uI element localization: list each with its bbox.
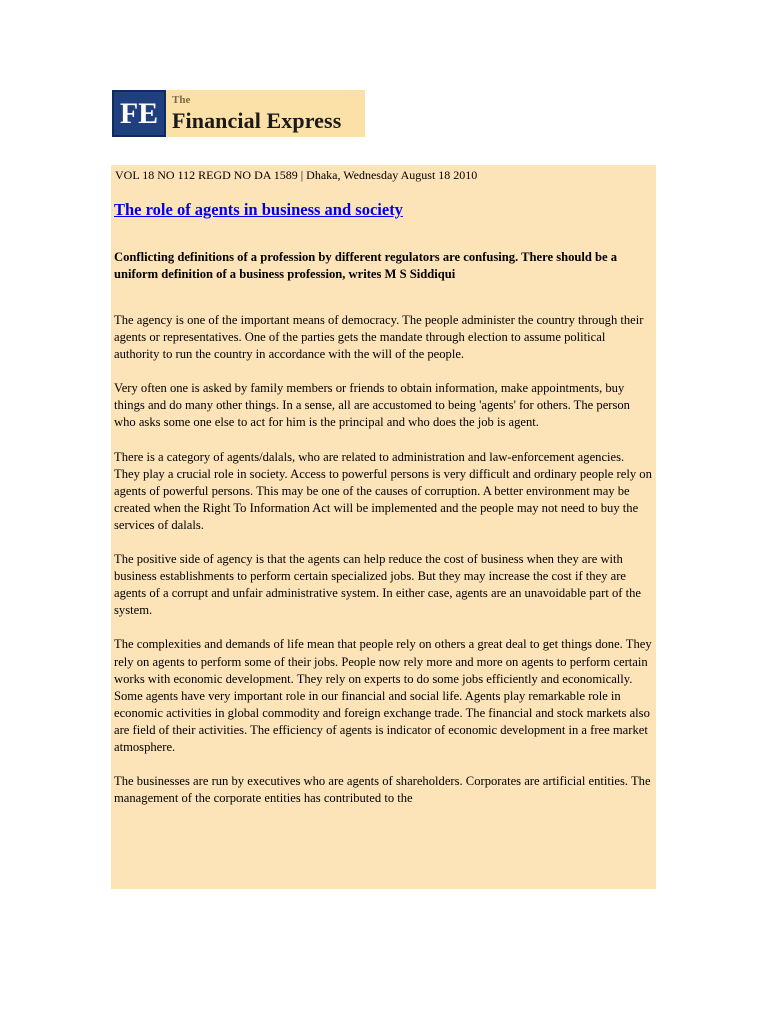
paragraph: The complexities and demands of life mean that people rely on others a great deal to get things done. They rely on agents to perform some of their jobs. People now rely more and more on agents to perform certain works with economic development. They rely on experts to do some jobs efficiently and economically. Some agents have very important role in our financial and social life. Agents play remarkable role in economic activities in global commodity and foreign exchange trade. The financial and stock markets also are field of their activities. The efficiency of agents is indicator of economic development in a free market atmosphere.	[114, 637, 652, 754]
dateline: VOL 18 NO 112 REGD NO DA 1589 | Dhaka, Wednesday August 18 2010	[115, 168, 478, 182]
paragraph: Very often one is asked by family members or friends to obtain information, make appointments, buy things and do many other things. In a sense, all are accustomed to being 'agents' for others. The person who asks some one else to act for him is the principal and who does the job is agent.	[114, 381, 630, 430]
masthead-logo	[112, 90, 365, 137]
paragraph: There is a category of agents/dalals, who are related to administration and law-enforcement agencies. They play a crucial role in society. Access to powerful persons is very difficult and ordinary people rely on agents of powerful persons. This may be one of the causes of corruption. A better environment may be created when the Right To Information Act will be implemented and the people may not need to buy the services of dalals.	[114, 449, 652, 532]
headline-link[interactable]: The role of agents in business and society	[114, 200, 403, 219]
logo-letters: FE	[119, 96, 159, 130]
brand-name: Financial Express	[172, 108, 342, 133]
article-intro: Conflicting definitions of a profession by different regulators are confusing. There should be a uniform definition of a business profession, writes M S Siddiqui	[114, 250, 618, 281]
paragraph: The positive side of agency is that the agents can help reduce the cost of business when they are with business establishments to perform certain specialized jobs. But they may increase the cost if they are agents of a corrupt and unfair administrative system. In either case, agents are an unavoidable part of the system.	[114, 552, 641, 618]
paragraph: The agency is one of the important means of democracy. The people administer the country through their agents or representatives. One of the parties gets the mandate through election to assume political authority to run the country in accordance with the will of the people.	[114, 313, 644, 362]
fe-logo-mark	[112, 90, 166, 137]
article-panel	[111, 165, 656, 889]
brand-the: The	[172, 94, 191, 106]
brand-wordmark	[172, 90, 365, 137]
article-headline	[114, 200, 656, 220]
paragraph: The businesses are run by executives who are agents of shareholders. Corporates are artificial entities. The management of the corporate entities has contributed to the	[114, 774, 651, 806]
article-body	[114, 312, 656, 807]
